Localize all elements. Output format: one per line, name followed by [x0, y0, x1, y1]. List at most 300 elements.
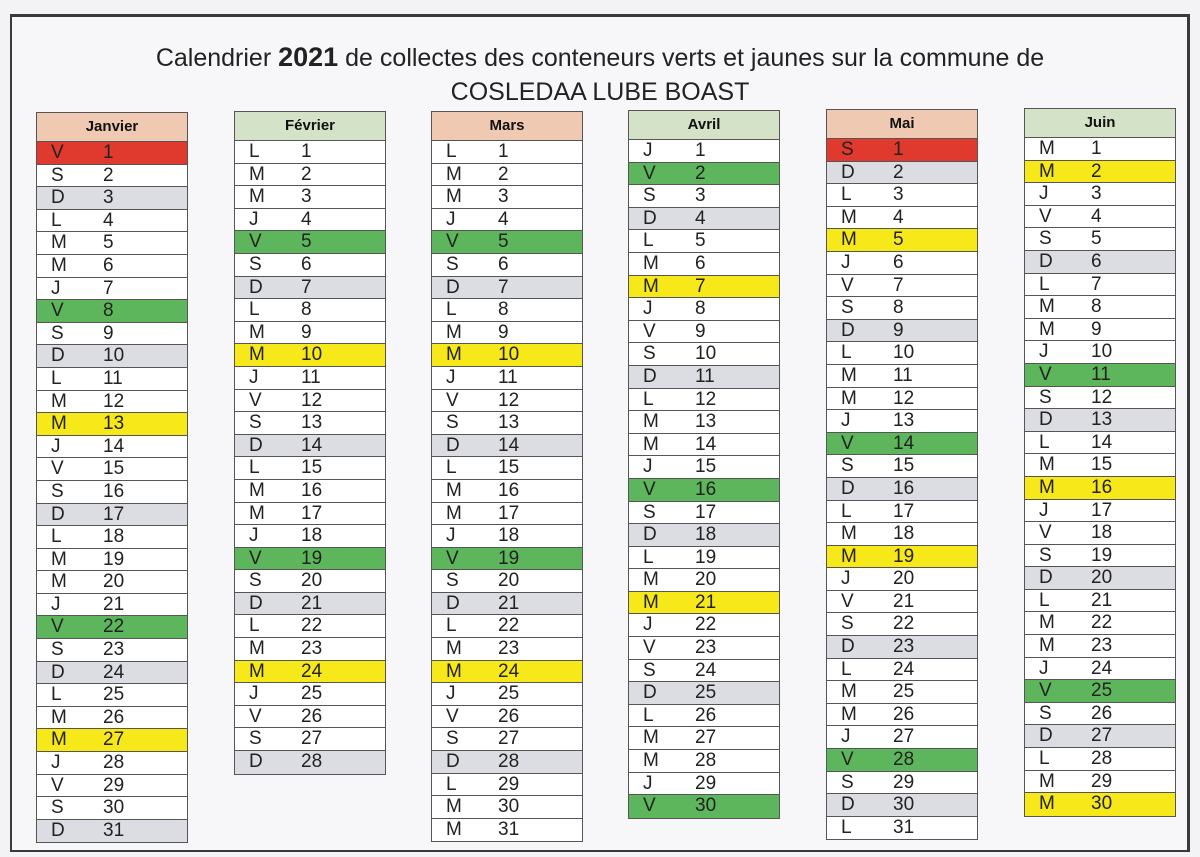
weekday-letter: M	[1039, 160, 1055, 182]
weekday-letter: M	[643, 411, 659, 433]
day-number: 1	[1091, 138, 1102, 159]
day-number: 24	[301, 660, 323, 682]
day-number: 18	[498, 525, 520, 547]
day-row	[629, 434, 779, 457]
day-number: 3	[498, 186, 509, 208]
month-column-mars	[431, 111, 583, 842]
day-row	[827, 478, 977, 501]
weekday-letter: S	[51, 322, 64, 344]
day-row	[37, 797, 187, 820]
day-number: 30	[893, 794, 915, 816]
weekday-letter: M	[643, 750, 659, 772]
day-number: 15	[695, 456, 717, 478]
day-row	[1025, 748, 1175, 771]
day-number: 16	[695, 478, 717, 500]
day-number: 11	[103, 367, 123, 389]
weekday-letter: M	[643, 252, 659, 274]
day-row	[235, 457, 385, 480]
day-number: 29	[498, 773, 520, 795]
day-row	[629, 637, 779, 660]
day-row	[37, 526, 187, 549]
day-row	[235, 525, 385, 548]
weekday-letter: M	[249, 344, 265, 366]
weekday-letter: D	[446, 751, 460, 773]
weekday-letter: J	[1039, 657, 1049, 679]
day-row	[432, 796, 582, 819]
weekday-letter: M	[643, 433, 659, 455]
day-number: 4	[695, 207, 706, 229]
day-row	[235, 367, 385, 390]
day-number: 8	[498, 299, 509, 321]
day-row	[432, 164, 582, 187]
day-row	[1025, 500, 1175, 523]
weekday-letter: V	[1039, 205, 1052, 227]
day-number: 26	[893, 703, 915, 725]
weekday-letter: S	[1039, 544, 1052, 566]
day-number: 18	[1091, 522, 1113, 544]
weekday-letter: M	[51, 390, 67, 412]
day-number: 8	[301, 299, 312, 321]
weekday-letter: J	[249, 683, 259, 705]
day-row	[1025, 590, 1175, 613]
day-number: 7	[498, 276, 509, 298]
day-number: 11	[1091, 363, 1111, 385]
weekday-letter: M	[249, 479, 265, 501]
day-number: 10	[301, 344, 323, 366]
day-row	[37, 504, 187, 527]
weekday-letter: L	[249, 615, 260, 637]
weekday-letter: J	[841, 251, 851, 273]
day-row	[629, 524, 779, 547]
day-row	[235, 435, 385, 458]
day-row	[1025, 409, 1175, 432]
weekday-letter: M	[446, 344, 462, 366]
day-number: 30	[695, 795, 717, 817]
day-row	[629, 321, 779, 344]
day-row	[827, 568, 977, 591]
day-number: 22	[695, 614, 717, 636]
day-number: 20	[103, 571, 125, 593]
day-number: 11	[695, 365, 715, 387]
weekday-letter: V	[643, 162, 656, 184]
day-number: 8	[103, 300, 114, 322]
day-row	[629, 547, 779, 570]
day-row	[235, 638, 385, 661]
weekday-letter: M	[51, 548, 67, 570]
day-number: 22	[1091, 612, 1113, 634]
day-row	[37, 571, 187, 594]
weekday-letter: J	[446, 208, 456, 230]
day-number: 20	[1091, 567, 1113, 589]
weekday-letter: D	[643, 365, 657, 387]
day-row	[37, 729, 187, 752]
day-number: 21	[695, 591, 717, 613]
day-number: 2	[301, 163, 312, 185]
weekday-letter: J	[841, 568, 851, 590]
weekday-letter: S	[1039, 386, 1052, 408]
weekday-letter: M	[249, 186, 265, 208]
day-number: 22	[103, 616, 125, 638]
day-row	[827, 320, 977, 343]
day-row	[432, 706, 582, 729]
day-row	[235, 751, 385, 774]
day-number: 8	[1091, 296, 1102, 318]
weekday-letter: M	[446, 818, 462, 840]
day-number: 23	[893, 636, 915, 658]
day-number: 2	[498, 163, 509, 185]
weekday-letter: L	[446, 457, 457, 479]
weekday-letter: M	[841, 364, 857, 386]
day-row	[235, 412, 385, 435]
weekday-letter: V	[249, 705, 262, 727]
day-number: 6	[1091, 250, 1102, 272]
day-row	[1025, 680, 1175, 703]
day-row	[827, 252, 977, 275]
day-row	[1025, 635, 1175, 658]
weekday-letter: D	[446, 434, 460, 456]
day-row	[1025, 658, 1175, 681]
weekday-letter: D	[841, 477, 855, 499]
weekday-letter: J	[249, 366, 259, 388]
day-number: 19	[301, 547, 323, 569]
day-row	[432, 774, 582, 797]
day-number: 25	[695, 682, 717, 704]
weekday-letter: M	[249, 321, 265, 343]
day-row	[432, 819, 582, 842]
day-number: 27	[498, 728, 520, 750]
day-number: 10	[1091, 341, 1113, 363]
day-row	[235, 254, 385, 277]
day-number: 30	[1091, 793, 1113, 815]
weekday-letter: D	[51, 819, 65, 841]
day-row	[1025, 522, 1175, 545]
day-row	[235, 706, 385, 729]
day-number: 20	[893, 568, 915, 590]
day-number: 10	[695, 343, 717, 365]
weekday-letter: D	[643, 682, 657, 704]
weekday-letter: M	[1039, 793, 1055, 815]
weekday-letter: S	[249, 253, 262, 275]
weekday-letter: V	[446, 547, 459, 569]
day-number: 1	[893, 139, 904, 160]
day-row	[37, 549, 187, 572]
day-number: 20	[301, 570, 323, 592]
weekday-letter: S	[841, 455, 854, 477]
day-row	[629, 276, 779, 299]
day-number: 3	[301, 186, 312, 208]
weekday-letter: M	[841, 703, 857, 725]
day-row	[37, 300, 187, 323]
day-number: 9	[695, 320, 706, 342]
day-row	[629, 366, 779, 389]
weekday-letter: D	[51, 345, 65, 367]
weekday-letter: L	[1039, 273, 1050, 295]
day-row	[432, 525, 582, 548]
day-number: 28	[1091, 748, 1113, 770]
day-row	[629, 163, 779, 186]
day-row	[432, 548, 582, 571]
day-row	[629, 727, 779, 750]
weekday-letter: L	[446, 615, 457, 637]
day-number: 4	[498, 208, 509, 230]
day-row	[432, 141, 582, 164]
day-number: 14	[103, 435, 125, 457]
day-number: 27	[1091, 725, 1113, 747]
day-number: 13	[301, 412, 323, 434]
day-number: 12	[301, 389, 323, 411]
weekday-letter: D	[1039, 250, 1053, 272]
day-row	[37, 820, 187, 843]
day-number: 23	[1091, 635, 1113, 657]
day-number: 21	[301, 592, 323, 614]
day-row	[235, 277, 385, 300]
day-number: 14	[1091, 431, 1113, 453]
day-row	[827, 817, 977, 840]
day-number: 26	[103, 706, 125, 728]
day-row	[827, 388, 977, 411]
weekday-letter: D	[841, 636, 855, 658]
day-row	[1025, 725, 1175, 748]
weekday-letter: L	[446, 299, 457, 321]
day-row	[827, 162, 977, 185]
weekday-letter: M	[51, 706, 67, 728]
weekday-letter: V	[1039, 680, 1052, 702]
day-row	[1025, 341, 1175, 364]
weekday-letter: S	[643, 501, 656, 523]
day-number: 8	[893, 297, 904, 319]
day-number: 7	[1091, 273, 1102, 295]
day-row	[827, 139, 977, 162]
weekday-letter: J	[1039, 499, 1049, 521]
weekday-letter: J	[643, 614, 653, 636]
day-row	[432, 186, 582, 209]
day-number: 11	[893, 364, 913, 386]
day-row	[629, 614, 779, 637]
day-row	[37, 278, 187, 301]
weekday-letter: L	[643, 704, 654, 726]
weekday-letter: D	[841, 794, 855, 816]
weekday-letter: V	[51, 300, 64, 322]
day-number: 18	[893, 523, 915, 545]
weekday-letter: J	[446, 525, 456, 547]
weekday-letter: M	[446, 186, 462, 208]
day-number: 1	[695, 140, 706, 161]
day-row	[629, 682, 779, 705]
day-number: 7	[301, 276, 312, 298]
weekday-letter: M	[446, 163, 462, 185]
day-number: 23	[103, 639, 125, 661]
day-row	[1025, 771, 1175, 794]
weekday-letter: S	[51, 639, 64, 661]
day-number: 15	[1091, 454, 1113, 476]
weekday-letter: S	[841, 139, 854, 160]
weekday-letter: J	[51, 435, 61, 457]
day-row	[827, 523, 977, 546]
weekday-letter: M	[51, 254, 67, 276]
day-number: 15	[498, 457, 520, 479]
day-number: 29	[695, 772, 717, 794]
day-row	[629, 253, 779, 276]
day-row	[432, 412, 582, 435]
month-header: Janvier	[37, 113, 187, 142]
weekday-letter: J	[841, 410, 851, 432]
day-row	[827, 410, 977, 433]
weekday-letter: L	[841, 500, 852, 522]
day-row	[1025, 793, 1175, 816]
day-number: 12	[893, 387, 915, 409]
day-row	[629, 705, 779, 728]
day-row	[827, 297, 977, 320]
day-row	[629, 389, 779, 412]
day-row	[235, 728, 385, 751]
day-number: 23	[301, 638, 323, 660]
day-row	[432, 593, 582, 616]
day-row	[432, 570, 582, 593]
day-number: 24	[498, 660, 520, 682]
day-row	[432, 277, 582, 300]
day-number: 9	[301, 321, 312, 343]
day-number: 3	[103, 187, 114, 209]
day-row	[827, 207, 977, 230]
weekday-letter: L	[1039, 589, 1050, 611]
weekday-letter: S	[249, 412, 262, 434]
weekday-letter: S	[51, 164, 64, 186]
day-number: 14	[893, 432, 915, 454]
day-number: 16	[103, 480, 125, 502]
weekday-letter: M	[643, 275, 659, 297]
weekday-letter: V	[643, 795, 656, 817]
day-number: 12	[695, 388, 717, 410]
day-number: 25	[103, 684, 125, 706]
day-number: 25	[893, 681, 915, 703]
weekday-letter: D	[249, 751, 263, 773]
day-row	[432, 480, 582, 503]
weekday-letter: L	[51, 367, 62, 389]
day-row	[1025, 138, 1175, 161]
day-number: 29	[103, 774, 125, 796]
day-number: 11	[498, 366, 518, 388]
month-header: Mars	[432, 112, 582, 141]
weekday-letter: S	[446, 570, 459, 592]
weekday-letter: J	[249, 525, 259, 547]
day-number: 6	[103, 254, 114, 276]
day-number: 16	[1091, 476, 1113, 498]
weekday-letter: M	[1039, 138, 1055, 159]
weekday-letter: S	[51, 797, 64, 819]
day-number: 28	[498, 751, 520, 773]
weekday-letter: D	[446, 276, 460, 298]
day-row	[827, 704, 977, 727]
day-number: 21	[893, 590, 915, 612]
day-row	[1025, 454, 1175, 477]
weekday-letter: M	[249, 163, 265, 185]
day-row	[827, 455, 977, 478]
day-number: 25	[498, 683, 520, 705]
day-row	[37, 458, 187, 481]
day-number: 20	[498, 570, 520, 592]
weekday-letter: J	[643, 772, 653, 794]
weekday-letter: D	[249, 434, 263, 456]
day-number: 15	[893, 455, 915, 477]
weekday-letter: D	[249, 592, 263, 614]
day-number: 14	[498, 434, 520, 456]
day-number: 4	[301, 208, 312, 230]
day-row	[37, 594, 187, 617]
month-column-février	[234, 111, 386, 775]
day-number: 22	[498, 615, 520, 637]
day-row	[827, 749, 977, 772]
day-row	[629, 660, 779, 683]
weekday-letter: M	[643, 591, 659, 613]
weekday-letter: L	[446, 141, 457, 162]
day-number: 21	[103, 593, 125, 615]
weekday-letter: M	[446, 321, 462, 343]
weekday-letter: V	[51, 774, 64, 796]
title-line-2: COSLEDAA LUBE BOAST	[450, 78, 750, 106]
weekday-letter: J	[643, 140, 653, 161]
day-row	[432, 254, 582, 277]
day-row	[827, 365, 977, 388]
day-row	[235, 570, 385, 593]
weekday-letter: L	[643, 230, 654, 252]
day-number: 17	[695, 501, 717, 523]
day-number: 16	[498, 479, 520, 501]
day-row	[37, 413, 187, 436]
day-row	[37, 323, 187, 346]
day-number: 12	[1091, 386, 1113, 408]
weekday-letter: M	[1039, 612, 1055, 634]
weekday-letter: S	[249, 728, 262, 750]
day-row	[37, 165, 187, 188]
day-number: 7	[893, 274, 904, 296]
month-column-avril	[628, 110, 780, 819]
day-number: 13	[498, 412, 520, 434]
weekday-letter: D	[643, 207, 657, 229]
day-row	[37, 255, 187, 278]
weekday-letter: L	[1039, 431, 1050, 453]
weekday-letter: V	[1039, 363, 1052, 385]
day-number: 9	[498, 321, 509, 343]
weekday-letter: D	[51, 661, 65, 683]
weekday-letter: J	[51, 752, 61, 774]
weekday-letter: M	[643, 727, 659, 749]
day-row	[827, 613, 977, 636]
day-row	[827, 794, 977, 817]
day-number: 21	[498, 592, 520, 614]
day-number: 13	[695, 411, 717, 433]
day-number: 26	[301, 705, 323, 727]
day-number: 11	[301, 366, 321, 388]
day-number: 17	[893, 500, 915, 522]
day-number: 26	[1091, 702, 1113, 724]
day-number: 25	[1091, 680, 1113, 702]
day-row	[235, 322, 385, 345]
month-header: Juin	[1025, 109, 1175, 138]
day-number: 19	[893, 545, 915, 567]
day-row	[629, 456, 779, 479]
day-row	[432, 367, 582, 390]
weekday-letter: V	[643, 320, 656, 342]
day-row	[629, 208, 779, 231]
day-number: 22	[893, 613, 915, 635]
day-row	[1025, 432, 1175, 455]
day-row	[235, 661, 385, 684]
weekday-letter: L	[51, 526, 62, 548]
weekday-letter: D	[841, 161, 855, 183]
day-number: 2	[893, 161, 904, 183]
day-row	[827, 659, 977, 682]
day-row	[432, 638, 582, 661]
